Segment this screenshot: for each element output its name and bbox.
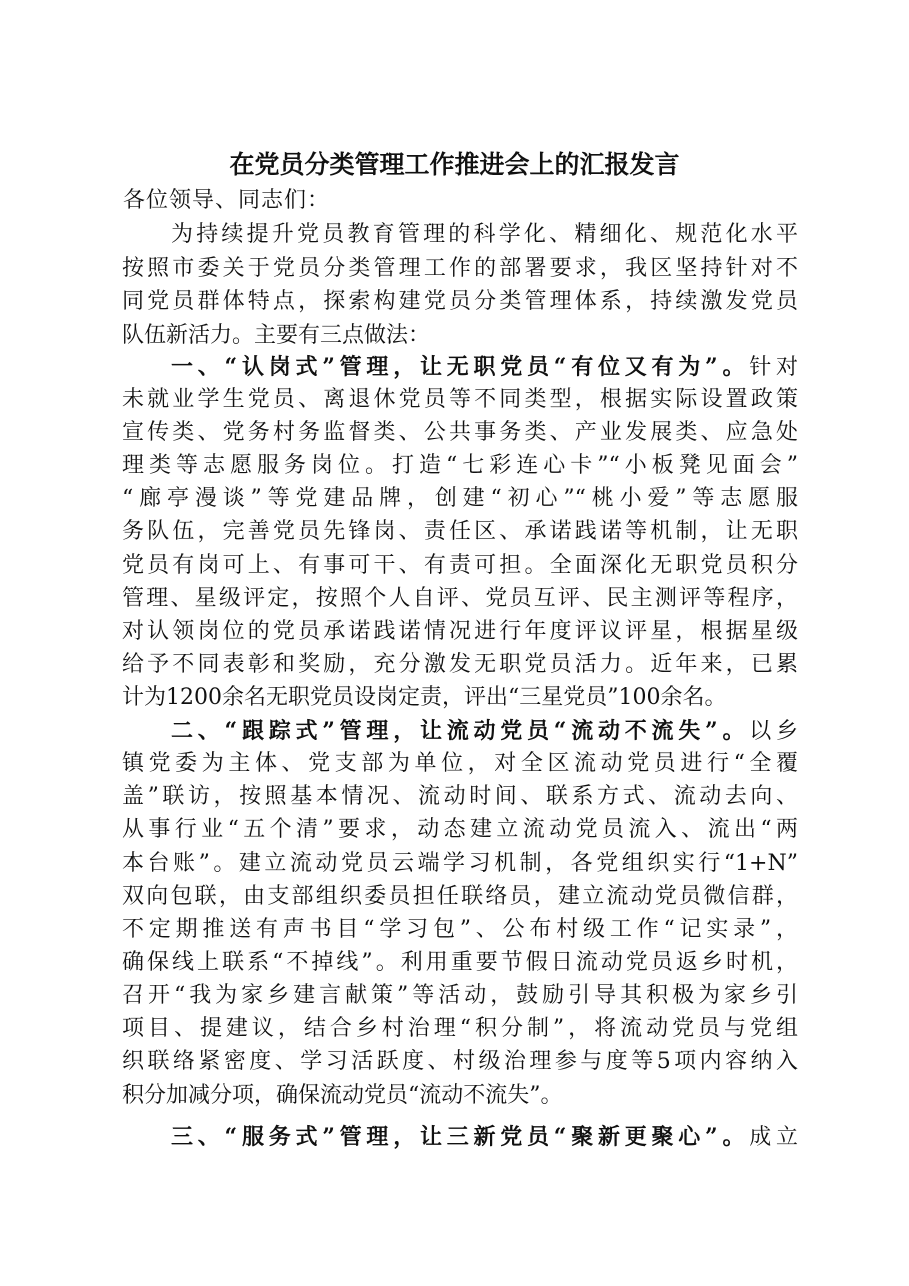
section-1-line: 未就业学生党员、离退休党员等不同类型，根据实际设置政策: [122, 387, 798, 412]
document-title: 在党员分类管理工作推进会上的汇报发言: [229, 150, 680, 179]
section-3-first-line: [171, 1122, 798, 1153]
section-2-line: 双向包联，由支部组织委员担任联络员，建立流动党员微信群，: [122, 884, 798, 909]
section-3-first-line-rest: 成立: [749, 1125, 798, 1150]
section-1-first-line-rest: 针对: [749, 355, 798, 380]
section-2-line: 盖”联访，按照基本情况、流动时间、联系方式、流动去向、: [122, 784, 798, 809]
section-2-line: 确保线上联系“不掉线”。利用重要节假日流动党员返乡时机，: [122, 950, 798, 975]
section-1-line: 宣传类、党务村务监督类、公共事务类、产业发展类、应急处: [122, 420, 798, 445]
section-2-line: 不定期推送有声书目“学习包”、公布村级工作“记实录”，: [122, 917, 798, 942]
section-1-line: 理类等志愿服务岗位。打造“七彩连心卡”“小板凳见面会”: [122, 453, 798, 478]
section-2-line: 镇党委为主体、党支部为单位，对全区流动党员进行“全覆: [122, 751, 798, 776]
section-2-line: 织联络紧密度、学习活跃度、村级治理参与度等5项内容纳入: [122, 1049, 798, 1074]
section-1-line: 给予不同表彰和奖励，充分激发无职党员活力。近年来，已累: [122, 652, 798, 677]
section-1-heading: 一、“认岗式”管理，让无职党员“有位又有为”。: [171, 354, 750, 380]
intro-line: 按照市委关于党员分类管理工作的部署要求，我区坚持针对不: [122, 256, 798, 281]
intro-line: 为持续提升党员教育管理的科学化、精细化、规范化水平: [171, 222, 798, 247]
section-2-first-line-rest: 以乡: [749, 719, 798, 744]
salutation: 各位领导、同志们：: [123, 188, 331, 213]
section-1-line: 党员有岗可上、有事可干、有责可担。全面深化无职党员积分: [122, 553, 798, 578]
section-2-line: 积分加减分项，确保流动党员“流动不流失”。: [122, 1083, 563, 1108]
intro-line: 同党员群体特点，探索构建党员分类管理体系，持续激发党员: [122, 289, 798, 314]
section-1-line: 务队伍，完善党员先锋岗、责任区、承诺践诺等机制，让无职: [122, 519, 798, 544]
section-2-line: 本台账”。建立流动党员云端学习机制，各党组织实行“1+N”: [122, 851, 798, 876]
section-1-line: 管理、星级评定，按照个人自评、党员互评、民主测评等程序，: [122, 586, 798, 611]
section-1-line: 对认领岗位的党员承诺践诺情况进行年度评议评星，根据星级: [122, 619, 798, 644]
section-2-line: 从事行业“五个清”要求，动态建立流动党员流入、流出“两: [122, 817, 798, 842]
section-2-heading: 二、“跟踪式”管理，让流动党员“流动不流失”。: [171, 718, 750, 744]
section-1-line: 计为1200余名无职党员设岗定责，评出“三星党员”100余名。: [122, 685, 727, 710]
section-2-first-line: [171, 716, 798, 747]
section-1-first-line: [171, 352, 798, 383]
section-2-line: 召开“我为家乡建言献策”等活动，鼓励引导其积极为家乡引: [122, 983, 798, 1008]
section-3-heading: 三、“服务式”管理，让三新党员“聚新更聚心”。: [171, 1124, 750, 1150]
section-2-line: 项目、提建议，结合乡村治理“积分制”，将流动党员与党组: [122, 1016, 798, 1041]
intro-line: 队伍新活力。主要有三点做法：: [122, 323, 431, 348]
section-1-line: “廊亭漫谈”等党建品牌，创建“初心”“桃小爱”等志愿服: [122, 486, 798, 511]
